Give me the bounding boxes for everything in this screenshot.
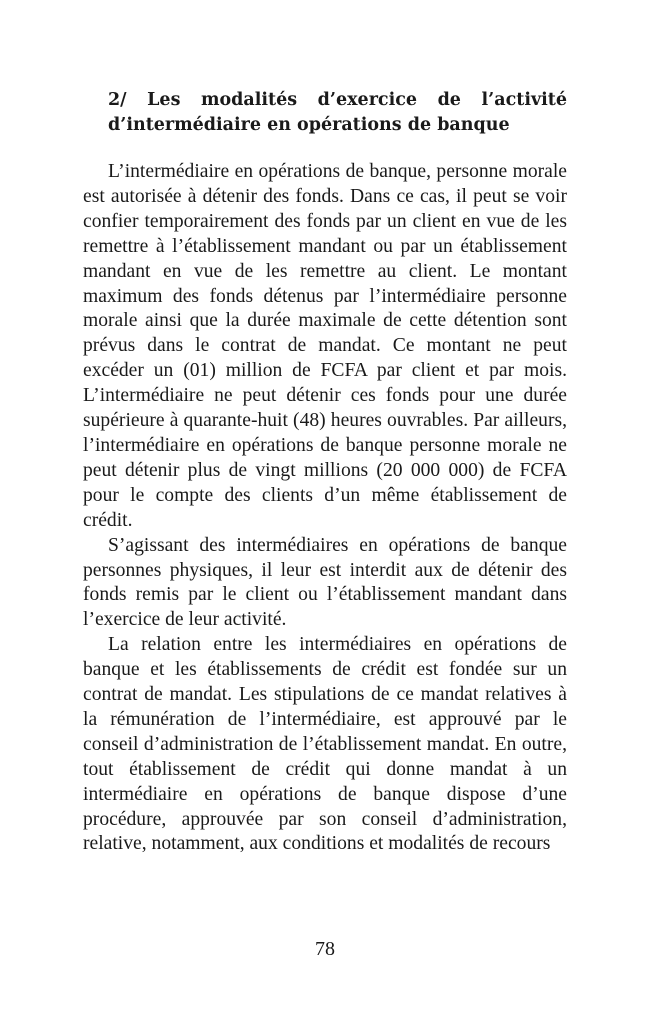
paragraph-2: S’agissant des intermédiaires en opérations de banque personnes physiques, il leur est interdit aux de détenir des fonds remis par le client ou l’établissement mandant dans l’exercice de leur activité.	[83, 534, 567, 631]
paragraph-1: L’intermédiaire en opérations de banque, personne morale est autorisée à détenir des fonds. Dans ce cas, il peut se voir confier temporairement des fonds par un client en vue de les remettre à l’établissement mandant ou par un établissement mandant en vue de les remettre au client. Le montant maximum des fonds détenus par l’intermédiaire personne morale ainsi que la durée maximale de cette détention sont prévus dans le contrat de mandat. Ce montant ne peut excéder un (01) million de FCFA par client et par mois. L’intermédiaire ne peut détenir ces fonds pour une durée supérieure à quarante-huit (48) heures ouvrables. Par ailleurs, l’intermédiaire en opérations de banque personne morale ne peut détenir plus de vingt millions (20 000 000) de FCFA pour le compte des clients d’un même établissement de crédit.	[83, 161, 567, 531]
paragraph-3: La relation entre les intermédiaires en opérations de banque et les établissements de crédit est fondée sur un contrat de mandat. Les stipulations de ce mandat relatives à la rémunération de l’intermédiaire, est approuvé par le conseil d’administration de l’établissement mandat. En outre, tout établissement de crédit qui donne mandat à un intermédiaire en opérations de banque dispose d’une procédure, approuvée par son conseil d’administration, relative, notamment, aux conditions et modalités de recours	[83, 634, 567, 855]
body-text	[83, 160, 567, 857]
page-content	[83, 88, 567, 857]
section-heading: 2/ Les modalités d’exercice de l’activité d’intermédiaire en opérations de banque	[108, 90, 567, 135]
page-number: 78	[315, 938, 335, 960]
